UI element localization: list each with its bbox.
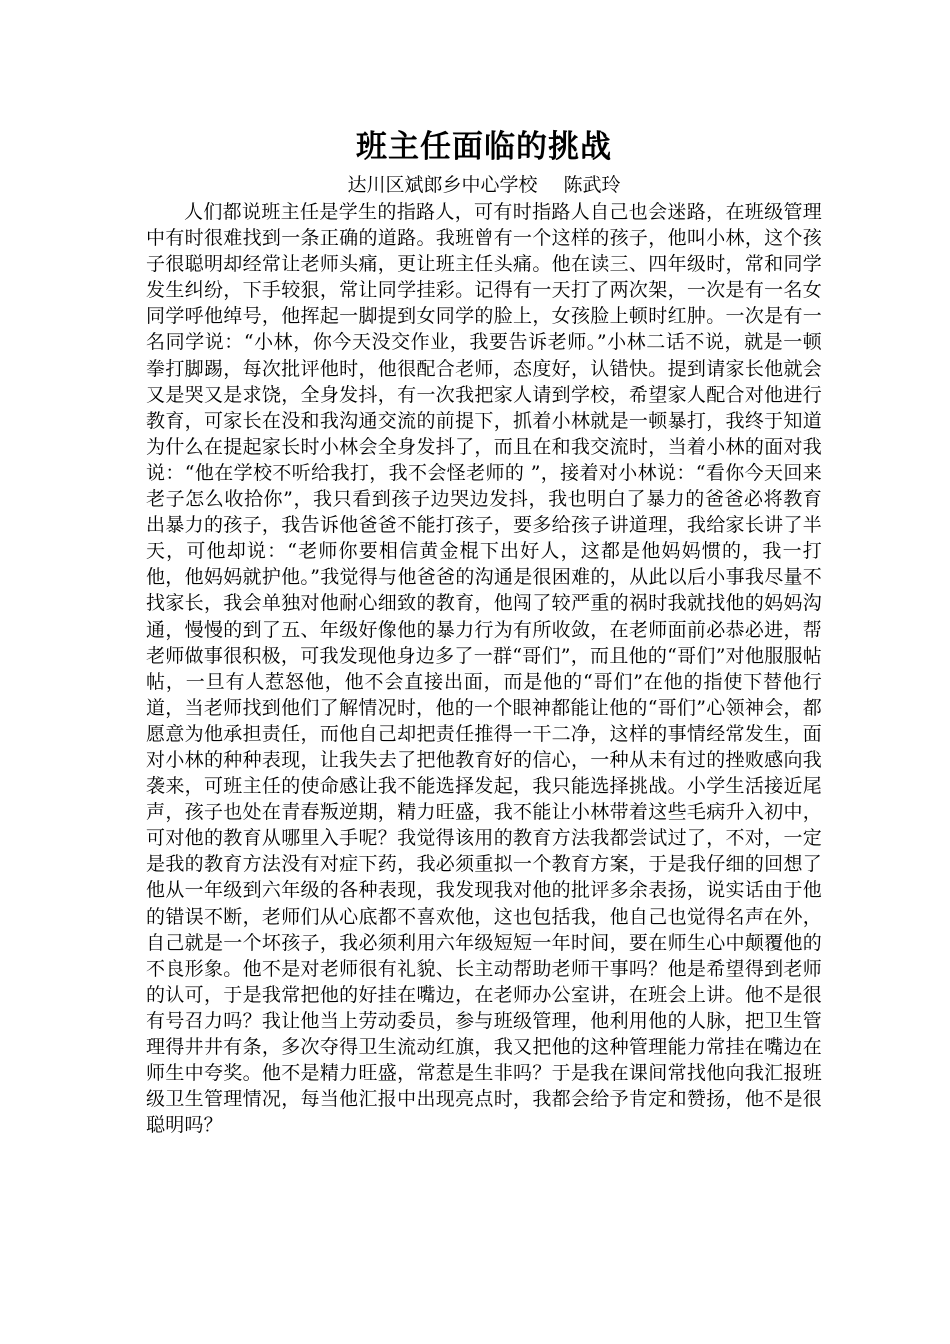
document-title: 班主任面临的挑战: [356, 129, 612, 165]
byline-author: 陈武玲: [563, 174, 621, 196]
byline: [146, 172, 822, 199]
byline-school: 达川区斌郎乡中心学校: [347, 174, 538, 196]
body-paragraph: 人们都说班主任是学生的指路人，可有时指路人自己也会迷路，在班级管理中有时很难找到一条正确的道路。我班曾有一个这样的孩子，他叫小林，这个孩子很聪明却经常让老师头痛，更让班主任头痛。他在读三、四年级时，常和同学发生纠纷，下手较狠，常让同学挂彩。记得有一天打了两次架，一次是有一名女同学呼他绰号，他挥起一脚提到女同学的脸上，女孩脸上顿时红肿。一次是有一名同学说：“小林，你今天没交作业，我要告诉老师。”小林二话不说，就是一顿拳打脚踢，每次批评他时，他很配合老师，态度好，认错快。提到请家长他就会又是哭又是求饶，全身发抖，有一次我把家人请到学校，希望家人配合对他进行教育，可家长在没和我沟通交流的前提下，抓着小林就是一顿暴打，我终于知道为什么在提起家长时小林会全身发抖了，而且在和我交流时，当着小林的面对我说：“他在学校不听给我打，我不会怪老师的 ”，接着对小林说：“看你今天回来老子怎么收拾你”，我只看到孩子边哭边发抖，我也明白了暴力的爸爸必将教育出暴力的孩子，我告诉他爸爸不能打孩子，要多给孩子讲道理，我给家长讲了半天，可他却说：“老师你要相信黄金棍下出好人，这都是他妈妈惯的，我一打他，他妈妈就护他。”我觉得与他爸爸的沟通是很困难的，从此以后小事我尽量不找家长，我会单独对他耐心细致的教育，他闯了较严重的祸时我就找他的妈妈沟通，慢慢的到了五、年级好像他的暴力行为有所收敛，在老师面前必恭必进，帮老师做事很积极，可我发现他身边多了一群“哥们”，而且他的“哥们”对他服服帖帖，一旦有人惹怒他，他不会直接出面，而是他的“哥们”在他的指使下替他行道，当老师找到他们了解情况时，他的一个眼神都能让他的“哥们”心领神会，都愿意为他承担责任，而他自己却把责任推得一干二净，这样的事情经常发生，面对小林的种种表现，让我失去了把他教育好的信心，一种从未有过的挫败感向我袭来，可班主任的使命感让我不能选择发起，我只能选择挑战。小学生活接近尾声，孩子也处在青春叛逆期，精力旺盛，我不能让小林带着这些毛病升入初中，可对他的教育从哪里入手呢？我觉得该用的教育方法我都尝试过了，不对，一定是我的教育方法没有对症下药，我必须重拟一个教育方案，于是我仔细的回想了他从一年级到六年级的各种表现，我发现我对他的批评多余表扬，说实话由于他的错误不断，老师们从心底都不喜欢他，这也包括我，他自己也觉得名声在外，自己就是一个坏孩子，我必须利用六年级短短一年时间，要在师生心中颠覆他的不良形象。他不是对老师很有礼貌、长主动帮助老师干事吗？他是希望得到老师的认可，于是我常把他的好挂在嘴边，在老师办公室讲，在班会上讲。他不是很有号召力吗？我让他当上劳动委员，参与班级管理，他利用他的人脉，把卫生管理得井井有条，多次夺得卫生流动红旗，我又把他的这种管理能力常挂在嘴边在师生中夸奖。他不是精力旺盛，常惹是生非吗？于是我在课间常找他向我汇报班级卫生管理情况，每当他汇报中出现亮点时，我都会给予肯定和赞扬，他不是很聪明吗？: [146, 201, 822, 1137]
